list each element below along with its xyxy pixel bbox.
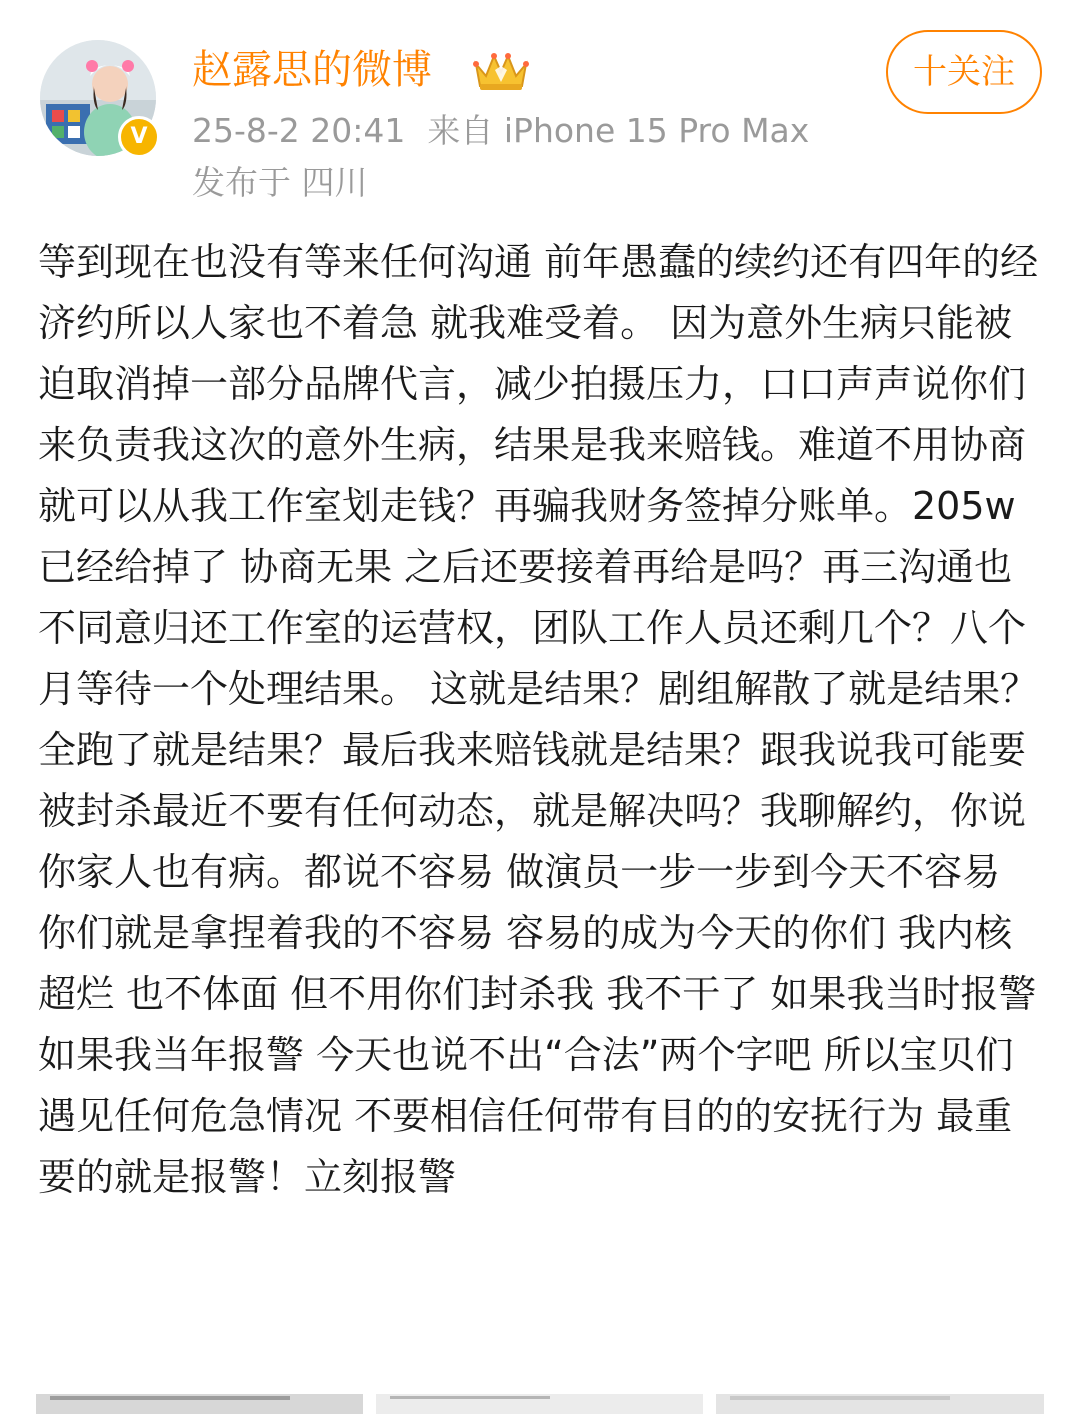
post-text: 等到现在也没有等来任何沟通 前年愚蠢的续约还有四年的经济约所以人家也不着急 就我难受着。 因为意外生病只能被迫取消掉一部分品牌代言，减少拍摄压力，口口声声说你们来负责我这次的意外生病，结果是我来赔钱。难道不用协商就可以从我工作室划走钱？再骗我财务签掉分账单。205w已经给掉了 协商无果 之后还要接着再给是吗？再三沟通也不同意归还工作室的运营权，团队工作人员还剩几个？八个月等待一个处理结果。 这就是结果？剧组解散了就是结果？全跑了就是结果？最后我来赔钱就是结果？跟我说我可能要被封杀最近不要有任何动态，就是解决吗？我聊解约，你说你家人也有病。都说不容易 做演员一步一步到今天不容易 你们就是拿捏着我的不容易 容易的成为今天的你们 我内核超烂 也不体面 但不用你们封杀我 我不干了 如果我当时报警 如果我当年报警 今天也说不出“合法”两个字吧 所以宝贝们 遇见任何危急情况 不要相信任何带有目的的安抚行为 最重要的就是报警！立刻报警 xyxy=(38,240,1049,1199)
attachment-thumbnail[interactable] xyxy=(376,1394,703,1414)
post-source: 来自 iPhone 15 Pro Max xyxy=(427,111,810,150)
username[interactable]: 赵露思的微博 xyxy=(192,47,432,93)
post-meta xyxy=(192,108,809,154)
post-header xyxy=(0,0,1080,220)
post-timestamp: 25-8-2 20:41 xyxy=(192,111,406,150)
follow-button[interactable]: 十关注 xyxy=(886,30,1042,114)
post-location: 发布于 四川 xyxy=(192,163,368,202)
attachment-thumbnails xyxy=(0,1394,1080,1414)
attachment-thumbnail[interactable] xyxy=(36,1394,363,1414)
verified-v-icon: V xyxy=(118,116,160,158)
attachment-thumbnail[interactable] xyxy=(716,1394,1044,1414)
crown-icon[interactable] xyxy=(472,46,530,92)
